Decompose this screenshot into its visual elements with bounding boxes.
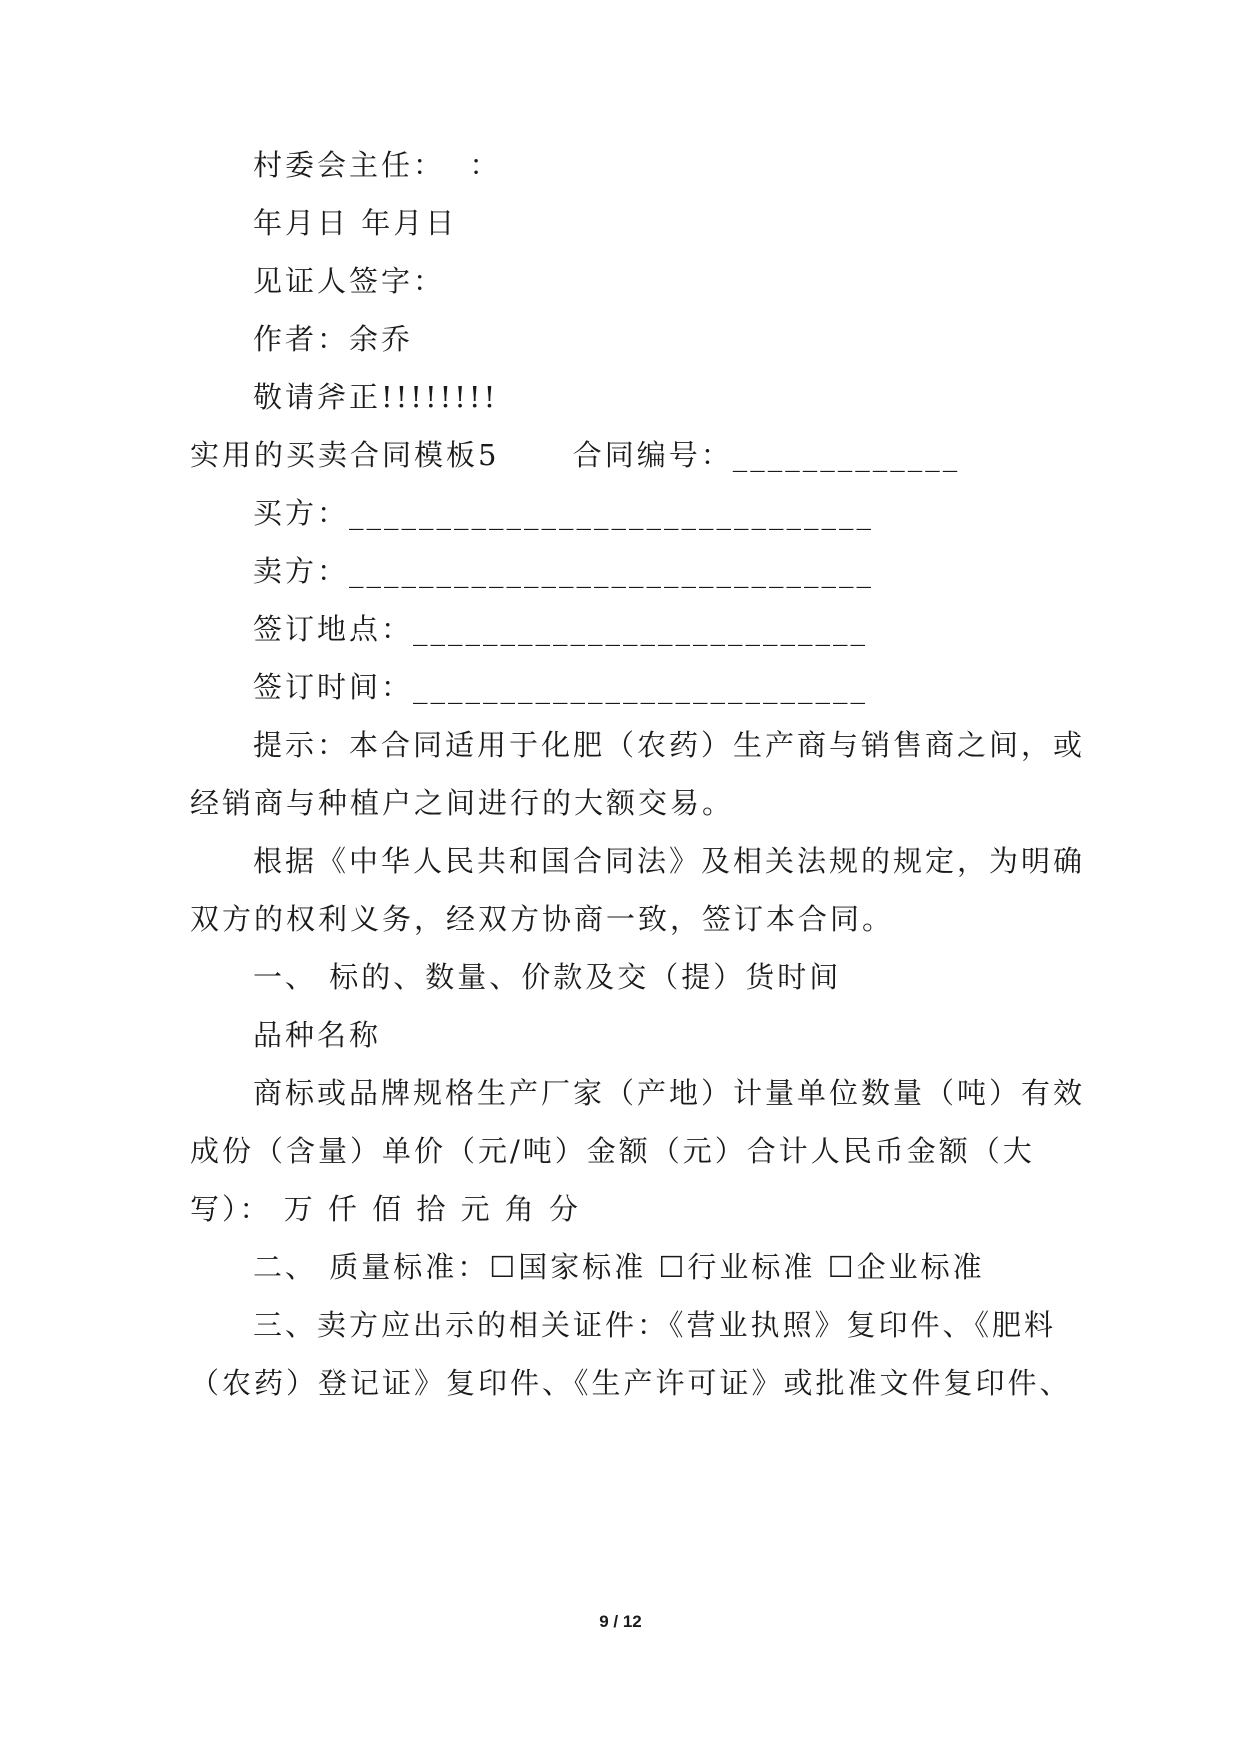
paragraph-line: 品种名称	[253, 1018, 382, 1052]
paragraph-line: （农药）登记证》复印件、《生产许可证》或批准文件复印件、	[190, 1366, 1072, 1400]
paragraph-line: 经销商与种植户之间进行的大额交易。	[190, 786, 735, 820]
paragraph-line: 敬请斧正!!!!!!!!	[253, 380, 499, 414]
paragraph-line: 见证人签字：	[253, 264, 446, 298]
clause-heading-2: 二、 质量标准：☐国家标准 ☐行业标准 ☐企业标准	[253, 1250, 985, 1284]
page-number: 9 / 12	[599, 1612, 642, 1631]
paragraph-line: 年月日 年月日	[253, 206, 458, 240]
signing-place-line: 签订地点：__________________________	[253, 612, 869, 646]
paragraph-line: 作者：余乔	[253, 322, 414, 356]
section-title-line: 实用的买卖合同模板5 合同编号：_____________	[190, 438, 961, 472]
paragraph-line: 商标或品牌规格生产厂家（产地）计量单位数量（吨）有效	[253, 1076, 1086, 1110]
paragraph-line: 写）： 万 仟 佰 拾 元 角 分	[190, 1192, 582, 1226]
paragraph-line: 双方的权利义务，经双方协商一致，签订本合同。	[190, 902, 895, 936]
paragraph-line: 成份（含量）单价（元/吨）金额（元）合计人民币金额（大	[190, 1134, 1035, 1168]
buyer-field-line: 买方：______________________________	[253, 496, 875, 530]
paragraph-line: 村委会主任： ：	[253, 148, 502, 182]
clause-heading-1: 一、 标的、数量、价款及交（提）货时间	[253, 960, 842, 994]
paragraph-line: 提示：本合同适用于化肥（农药）生产商与销售商之间，或	[253, 728, 1086, 762]
seller-field-line: 卖方：______________________________	[253, 554, 875, 588]
clause-heading-3: 三、卖方应出示的相关证件：《营业执照》复印件、《肥料	[253, 1308, 1057, 1342]
paragraph-line: 根据《中华人民共和国合同法》及相关法规的规定，为明确	[253, 844, 1086, 878]
signing-time-line: 签订时间：__________________________	[253, 670, 869, 704]
